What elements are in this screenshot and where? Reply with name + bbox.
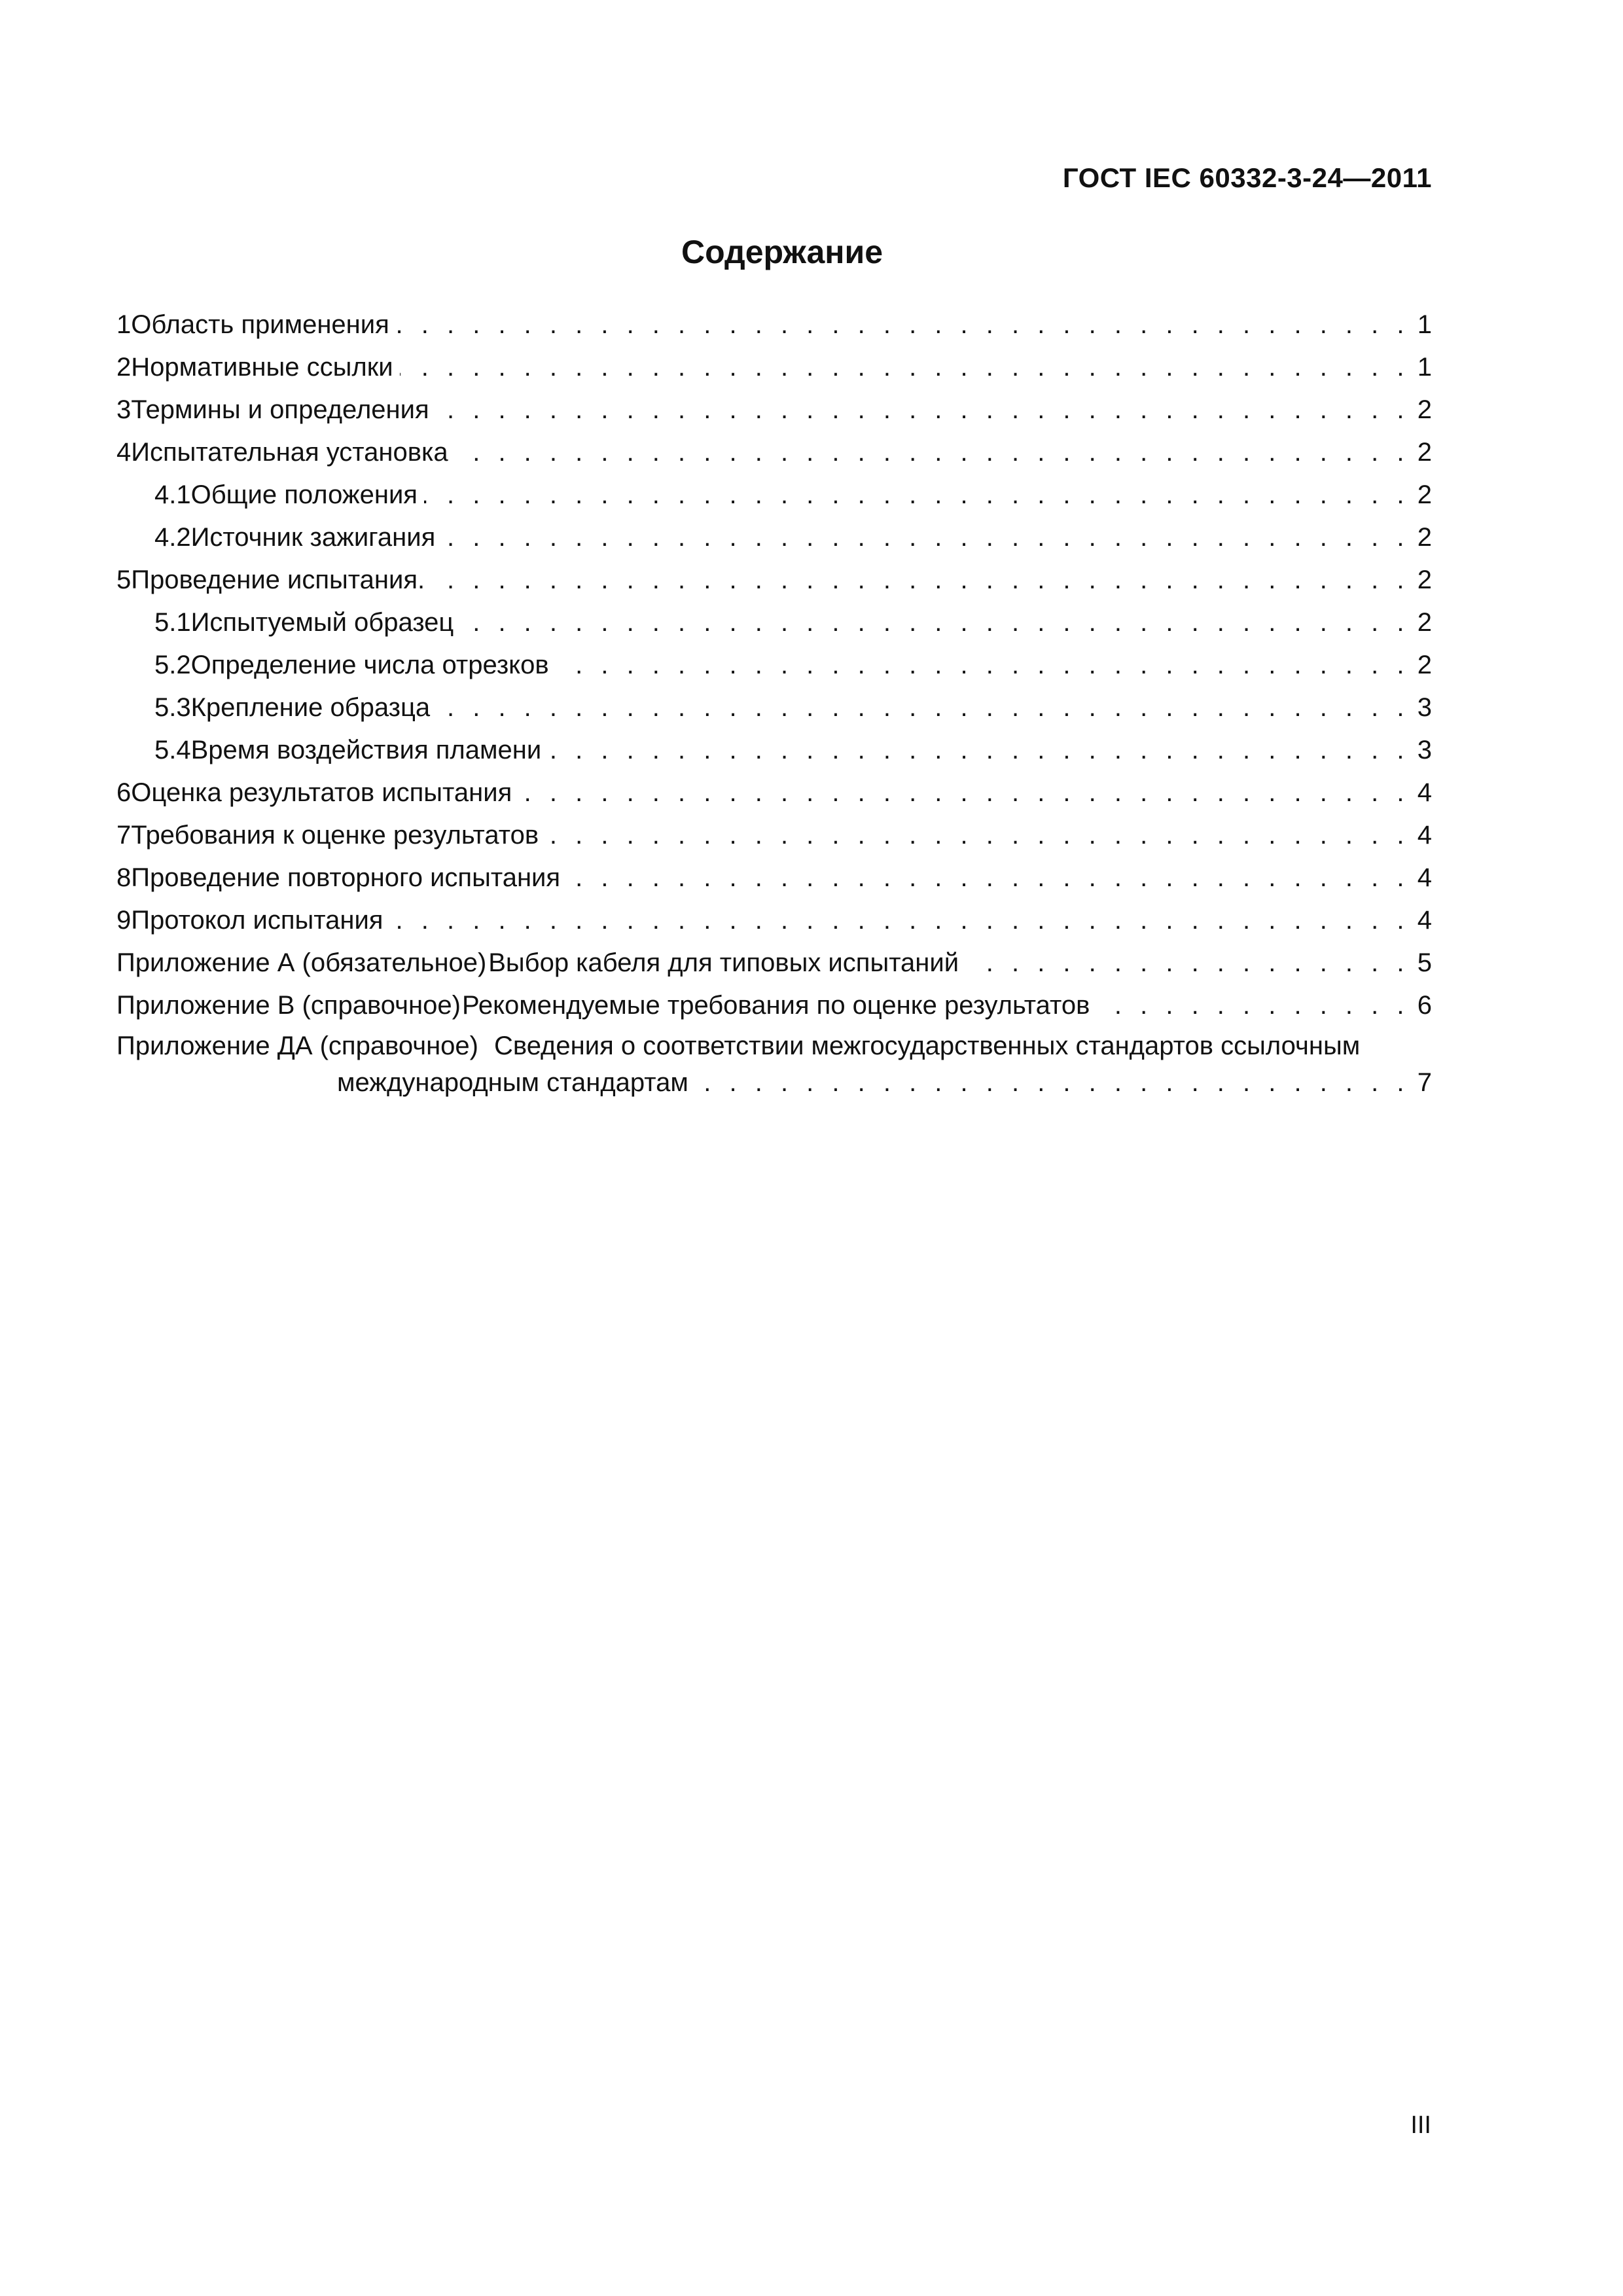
dot-leader [437,687,1410,729]
toc-appendix-da[interactable] [116,1027,1432,1065]
toc-entry-number: 1 [116,310,132,339]
toc-entry-label: Проведение испытания. [131,565,425,594]
toc-entry-number: 5.1 [154,608,191,637]
toc-entry-5-3[interactable] [116,687,1432,729]
appendix-title: Сведения о соответствии межгосударственных стандартов ссылочным [494,1031,1361,1060]
dot-leader [567,857,1410,899]
toc-entry-5-1[interactable] [116,601,1432,644]
toc-entry-page: 2 [1417,395,1432,424]
toc-entry-9[interactable] [116,899,1432,942]
toc-entry-6[interactable] [116,772,1432,814]
toc-entry-3[interactable] [116,389,1432,431]
toc-entry-5[interactable] [116,559,1432,601]
toc-entry-label: Оценка результатов испытания [131,778,512,807]
toc-entry-page: 1 [1417,310,1432,339]
dot-leader [460,601,1410,644]
toc-entry-number: 3 [116,395,132,424]
dot-leader [400,346,1410,389]
toc-entry-label: Протокол испытания [131,906,383,935]
appendix-title: Рекомендуемые требования по оценке результатов [461,991,1090,1020]
toc-entry-label: Термины и определения [131,395,429,424]
toc-entry-page: 7 [1417,1068,1432,1097]
toc-appendix-da-continuation[interactable] [116,1065,1432,1101]
toc-entry-label: Испытуемый образец [190,608,454,637]
toc-entry-2[interactable] [116,346,1432,389]
appendix-title: Выбор кабеля для типовых испытаний [488,948,959,977]
toc-entry-label: Нормативные ссылки [131,353,393,382]
dot-leader [1096,984,1410,1027]
toc-entry-number: 9 [116,906,132,935]
toc-appendix-a[interactable] [116,942,1432,984]
toc-entry-page: 6 [1417,991,1432,1020]
toc-entry-page: 4 [1417,778,1432,807]
dot-leader [695,1065,1410,1101]
toc-entry-page: 4 [1417,906,1432,935]
toc-entry-page: 1 [1417,353,1432,382]
toc-entry-page: 2 [1417,565,1432,594]
toc-entry-label: Область применения [131,310,389,339]
toc-entry-page: 3 [1417,736,1432,764]
dot-leader [518,772,1410,814]
toc-entry-number: 6 [116,778,132,807]
toc-entry-number: 7 [116,821,132,850]
toc-entry-number: 4.1 [154,480,191,509]
toc-entry-5-4[interactable] [116,729,1432,772]
toc-entry-label: Проведение повторного испытания [131,863,561,892]
toc-entry-page: 2 [1417,651,1432,679]
appendix-title-continuation: международным стандартам [337,1068,688,1097]
toc-entry-number: 5.4 [154,736,191,764]
toc-appendix-b[interactable] [116,984,1432,1027]
table-of-contents [116,304,1432,1101]
toc-entry-page: 4 [1417,821,1432,850]
toc-entry-label: Определение числа отрезков [190,651,549,679]
toc-entry-5-2[interactable] [116,644,1432,687]
toc-entry-7[interactable] [116,814,1432,857]
toc-entry-number: 2 [116,353,132,382]
toc-entry-label: Источник зажигания [190,523,436,552]
toc-entry-label: Общие положения [190,480,418,509]
toc-entry-number: 5 [116,565,132,594]
appendix-prefix: Приложение А (обязательное) [116,948,487,977]
toc-entry-4-1[interactable] [116,474,1432,516]
toc-entry-label: Испытательная установка [131,438,448,467]
page-number: III [1410,2111,1431,2139]
dot-leader [556,644,1410,687]
dot-leader [965,942,1410,984]
appendix-prefix: Приложение ДА (справочное) [116,1031,478,1060]
toc-entry-page: 2 [1417,523,1432,552]
document-code: ГОСТ IEC 60332-3-24—2011 [1062,162,1432,193]
toc-entry-page: 2 [1417,608,1432,637]
toc-entry-page: 2 [1417,480,1432,509]
dot-leader [442,516,1410,559]
toc-entry-number: 5.3 [154,693,191,722]
toc-entry-number: 4 [116,438,132,467]
dot-leader [396,304,1410,346]
dot-leader [424,474,1410,516]
toc-title: Содержание [681,234,883,270]
toc-entry-page: 2 [1417,438,1432,467]
toc-entry-number: 5.2 [154,651,191,679]
toc-entry-page: 3 [1417,693,1432,722]
dot-leader [548,729,1410,772]
toc-entry-page: 5 [1417,948,1432,977]
toc-entry-label: Требования к оценке результатов [131,821,539,850]
toc-entry-label: Время воздействия пламени [190,736,542,764]
toc-entry-number: 4.2 [154,523,191,552]
toc-entry-number: 8 [116,863,132,892]
toc-entry-4-2[interactable] [116,516,1432,559]
toc-entry-page: 4 [1417,863,1432,892]
dot-leader [389,899,1410,942]
dot-leader [545,814,1410,857]
appendix-prefix: Приложение В (справочное) [116,991,461,1020]
toc-entry-4[interactable] [116,431,1432,474]
dot-leader [431,559,1410,601]
toc-entry-label: Крепление образца [190,693,431,722]
toc-entry-1[interactable] [116,304,1432,346]
dot-leader [436,389,1410,431]
dot-leader [455,431,1410,474]
toc-entry-8[interactable] [116,857,1432,899]
